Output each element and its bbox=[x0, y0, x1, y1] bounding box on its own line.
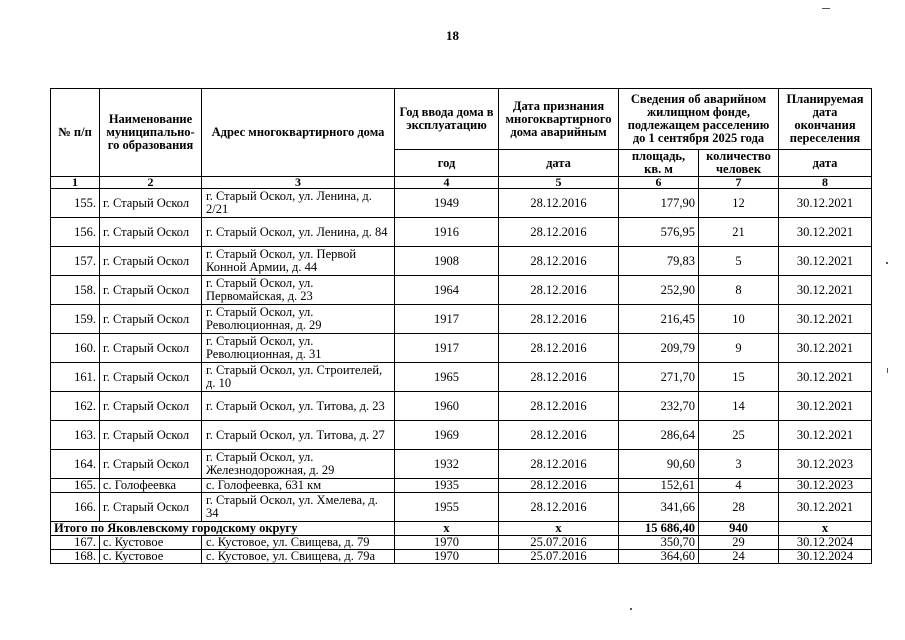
row-address: г. Старый Оскол, ул. Титова, д. 23 bbox=[202, 392, 395, 421]
row-date: 28.12.2016 bbox=[499, 305, 619, 334]
row-date: 28.12.2016 bbox=[499, 392, 619, 421]
row-address: с. Кустовое, ул. Свищева, д. 79а bbox=[202, 550, 395, 564]
header-housing-info: Сведения об аварийном жилищном фонде, подлежащем расселению до 1 сентября 2025 года bbox=[619, 89, 779, 150]
row-number: 158. bbox=[51, 276, 100, 305]
row-number: 161. bbox=[51, 363, 100, 392]
row-people: 5 bbox=[699, 247, 779, 276]
row-area: 286,64 bbox=[619, 421, 699, 450]
row-people: 28 bbox=[699, 493, 779, 522]
row-end-date: 30.12.2021 bbox=[779, 363, 872, 392]
row-year: 1970 bbox=[395, 536, 499, 550]
row-people: 24 bbox=[699, 550, 779, 564]
row-end-date: 30.12.2021 bbox=[779, 493, 872, 522]
row-address: г. Старый Оскол, ул. Строителей, д. 10 bbox=[202, 363, 395, 392]
column-number: 6 bbox=[619, 177, 699, 189]
row-end-date: 30.12.2023 bbox=[779, 450, 872, 479]
table-row bbox=[51, 276, 872, 305]
row-address: г. Старый Оскол, ул. Первой Конной Армии, д. 44 bbox=[202, 247, 395, 276]
row-municipality: г. Старый Оскол bbox=[100, 493, 202, 522]
total-area: 15 686,40 bbox=[619, 522, 699, 536]
header-year: Год ввода дома в эксплуатацию bbox=[395, 89, 499, 150]
row-area: 177,90 bbox=[619, 189, 699, 218]
row-address: г. Старый Оскол, ул. Ленина, д. 84 bbox=[202, 218, 395, 247]
row-address: г. Старый Оскол, ул. Ленина, д. 2/21 bbox=[202, 189, 395, 218]
table-row bbox=[51, 493, 872, 522]
header-address: Адрес многоквартирного дома bbox=[202, 89, 395, 177]
row-end-date: 30.12.2021 bbox=[779, 276, 872, 305]
row-number: 163. bbox=[51, 421, 100, 450]
header-emergency-date: Дата признания многоквартирного дома аварийным bbox=[499, 89, 619, 150]
subheader-year: год bbox=[395, 150, 499, 177]
row-area: 152,61 bbox=[619, 479, 699, 493]
subheader-end-date: дата bbox=[779, 150, 872, 177]
row-area: 271,70 bbox=[619, 363, 699, 392]
row-end-date: 30.12.2021 bbox=[779, 218, 872, 247]
table-row bbox=[51, 334, 872, 363]
row-people: 14 bbox=[699, 392, 779, 421]
row-area: 90,60 bbox=[619, 450, 699, 479]
total-row bbox=[51, 522, 872, 536]
row-municipality: с. Кустовое bbox=[100, 536, 202, 550]
row-area: 252,90 bbox=[619, 276, 699, 305]
row-municipality: г. Старый Оскол bbox=[100, 421, 202, 450]
header-number: № п/п bbox=[51, 89, 100, 177]
column-number: 3 bbox=[202, 177, 395, 189]
row-address: с. Кустовое, ул. Свищева, д. 79 bbox=[202, 536, 395, 550]
row-end-date: 30.12.2021 bbox=[779, 247, 872, 276]
row-municipality: г. Старый Оскол bbox=[100, 305, 202, 334]
row-year: 1969 bbox=[395, 421, 499, 450]
total-end: x bbox=[779, 522, 872, 536]
row-date: 28.12.2016 bbox=[499, 276, 619, 305]
row-date: 28.12.2016 bbox=[499, 493, 619, 522]
row-area: 216,45 bbox=[619, 305, 699, 334]
row-number: 159. bbox=[51, 305, 100, 334]
row-number: 168. bbox=[51, 550, 100, 564]
table-row bbox=[51, 189, 872, 218]
row-date: 28.12.2016 bbox=[499, 334, 619, 363]
row-address: г. Старый Оскол, ул. Революционная, д. 31 bbox=[202, 334, 395, 363]
row-municipality: с. Кустовое bbox=[100, 550, 202, 564]
column-number: 8 bbox=[779, 177, 872, 189]
row-year: 1949 bbox=[395, 189, 499, 218]
total-year: x bbox=[395, 522, 499, 536]
row-address: г. Старый Оскол, ул. Железнодорожная, д. 29 bbox=[202, 450, 395, 479]
column-number: 4 bbox=[395, 177, 499, 189]
row-end-date: 30.12.2021 bbox=[779, 305, 872, 334]
row-year: 1917 bbox=[395, 305, 499, 334]
header-municipality: Наименование муниципально-го образования bbox=[100, 89, 202, 177]
row-end-date: 30.12.2024 bbox=[779, 550, 872, 564]
row-municipality: г. Старый Оскол bbox=[100, 218, 202, 247]
row-number: 166. bbox=[51, 493, 100, 522]
row-year: 1964 bbox=[395, 276, 499, 305]
row-people: 8 bbox=[699, 276, 779, 305]
column-number: 2 bbox=[100, 177, 202, 189]
row-end-date: 30.12.2021 bbox=[779, 421, 872, 450]
row-people: 3 bbox=[699, 450, 779, 479]
row-municipality: г. Старый Оскол bbox=[100, 276, 202, 305]
row-municipality: г. Старый Оскол bbox=[100, 450, 202, 479]
row-municipality: с. Голофеевка bbox=[100, 479, 202, 493]
row-number: 167. bbox=[51, 536, 100, 550]
row-number: 156. bbox=[51, 218, 100, 247]
total-label: Итого по Яковлевскому городскому округу bbox=[51, 522, 395, 536]
table-row bbox=[51, 479, 872, 493]
row-end-date: 30.12.2021 bbox=[779, 189, 872, 218]
row-people: 15 bbox=[699, 363, 779, 392]
row-people: 25 bbox=[699, 421, 779, 450]
row-date: 28.12.2016 bbox=[499, 421, 619, 450]
row-area: 341,66 bbox=[619, 493, 699, 522]
row-municipality: г. Старый Оскол bbox=[100, 247, 202, 276]
row-number: 157. bbox=[51, 247, 100, 276]
table-row bbox=[51, 450, 872, 479]
row-people: 12 bbox=[699, 189, 779, 218]
row-year: 1935 bbox=[395, 479, 499, 493]
row-area: 350,70 bbox=[619, 536, 699, 550]
row-date: 25.07.2016 bbox=[499, 550, 619, 564]
table-row bbox=[51, 550, 872, 564]
row-address: г. Старый Оскол, ул. Революционная, д. 29 bbox=[202, 305, 395, 334]
row-people: 21 bbox=[699, 218, 779, 247]
table-row bbox=[51, 392, 872, 421]
row-area: 364,60 bbox=[619, 550, 699, 564]
row-number: 165. bbox=[51, 479, 100, 493]
column-number: 1 bbox=[51, 177, 100, 189]
row-people: 10 bbox=[699, 305, 779, 334]
row-end-date: 30.12.2021 bbox=[779, 392, 872, 421]
table-row bbox=[51, 421, 872, 450]
total-section bbox=[51, 522, 872, 536]
row-address: г. Старый Оскол, ул. Первомайская, д. 23 bbox=[202, 276, 395, 305]
housing-table-container bbox=[50, 88, 872, 564]
subheader-date: дата bbox=[499, 150, 619, 177]
row-area: 576,95 bbox=[619, 218, 699, 247]
row-number: 164. bbox=[51, 450, 100, 479]
total-people: 940 bbox=[699, 522, 779, 536]
row-number: 155. bbox=[51, 189, 100, 218]
row-year: 1916 bbox=[395, 218, 499, 247]
row-area: 79,83 bbox=[619, 247, 699, 276]
row-number: 162. bbox=[51, 392, 100, 421]
subheader-area: площадь, кв. м bbox=[619, 150, 699, 177]
row-end-date: 30.12.2024 bbox=[779, 536, 872, 550]
table-row bbox=[51, 218, 872, 247]
scan-speck bbox=[887, 368, 888, 373]
row-area: 232,70 bbox=[619, 392, 699, 421]
row-municipality: г. Старый Оскол bbox=[100, 189, 202, 218]
header-planned-date: Планируемая дата окончания переселения bbox=[779, 89, 872, 150]
row-address: с. Голофеевка, 631 км bbox=[202, 479, 395, 493]
table-row bbox=[51, 536, 872, 550]
page-number: 18 bbox=[446, 28, 459, 43]
row-number: 160. bbox=[51, 334, 100, 363]
subheader-people: количество человек bbox=[699, 150, 779, 177]
row-year: 1917 bbox=[395, 334, 499, 363]
scan-speck bbox=[822, 8, 830, 9]
scan-speck bbox=[630, 608, 632, 610]
row-date: 28.12.2016 bbox=[499, 363, 619, 392]
row-year: 1970 bbox=[395, 550, 499, 564]
row-area: 209,79 bbox=[619, 334, 699, 363]
total-date: x bbox=[499, 522, 619, 536]
row-year: 1965 bbox=[395, 363, 499, 392]
row-date: 28.12.2016 bbox=[499, 189, 619, 218]
row-address: г. Старый Оскол, ул. Титова, д. 27 bbox=[202, 421, 395, 450]
column-number: 7 bbox=[699, 177, 779, 189]
housing-table bbox=[50, 88, 872, 564]
row-date: 28.12.2016 bbox=[499, 247, 619, 276]
table-row bbox=[51, 305, 872, 334]
row-date: 25.07.2016 bbox=[499, 536, 619, 550]
scan-speck bbox=[886, 262, 888, 264]
column-number: 5 bbox=[499, 177, 619, 189]
table-row bbox=[51, 247, 872, 276]
row-year: 1960 bbox=[395, 392, 499, 421]
table-body bbox=[51, 189, 872, 522]
row-address: г. Старый Оскол, ул. Хмелева, д. 34 bbox=[202, 493, 395, 522]
row-municipality: г. Старый Оскол bbox=[100, 363, 202, 392]
row-end-date: 30.12.2021 bbox=[779, 334, 872, 363]
table-row bbox=[51, 363, 872, 392]
row-municipality: г. Старый Оскол bbox=[100, 334, 202, 363]
row-year: 1932 bbox=[395, 450, 499, 479]
column-numbers-row bbox=[51, 177, 872, 189]
row-date: 28.12.2016 bbox=[499, 479, 619, 493]
row-date: 28.12.2016 bbox=[499, 450, 619, 479]
row-end-date: 30.12.2023 bbox=[779, 479, 872, 493]
row-date: 28.12.2016 bbox=[499, 218, 619, 247]
row-municipality: г. Старый Оскол bbox=[100, 392, 202, 421]
row-people: 29 bbox=[699, 536, 779, 550]
row-year: 1955 bbox=[395, 493, 499, 522]
row-people: 9 bbox=[699, 334, 779, 363]
row-people: 4 bbox=[699, 479, 779, 493]
table-body-continued bbox=[51, 536, 872, 564]
row-year: 1908 bbox=[395, 247, 499, 276]
